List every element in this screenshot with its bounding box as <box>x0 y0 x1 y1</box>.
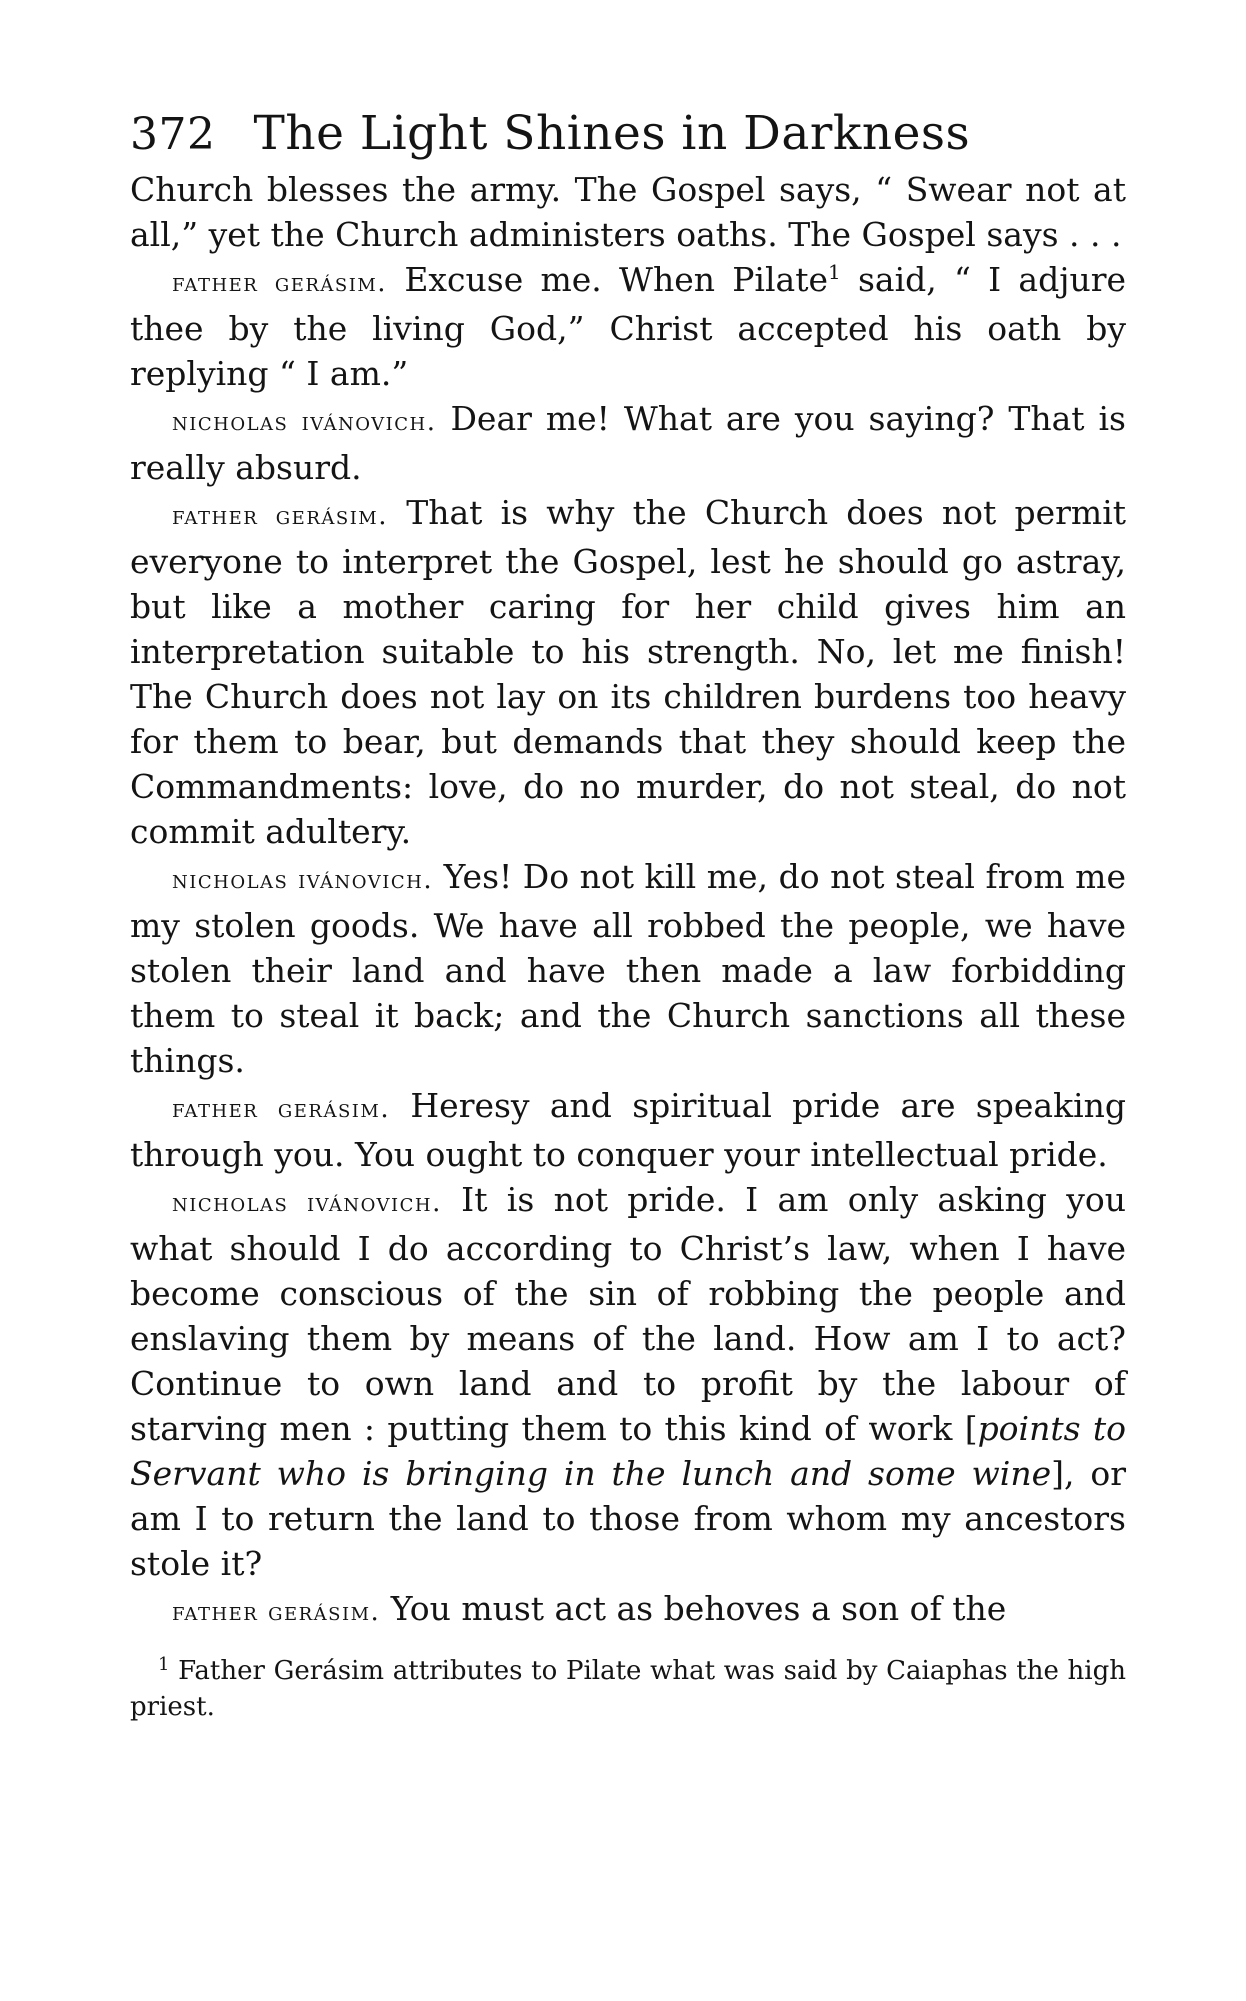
speech-text: Dear me! What are you saying? That is really absurd. <box>130 399 1126 487</box>
footnote <box>130 1653 1126 1725</box>
speech <box>130 1083 1126 1177</box>
footnote-number: 1 <box>158 1654 170 1675</box>
running-title: The Light Shines in Darkness <box>253 106 971 161</box>
speech-text: That is why the Church does not permit everyone to interpret the Gospel, lest he should go astray, but like a mother caring for her child gives him an interpretation suitable to his strength. No, let me finish! The Church does not lay on its children burdens too heavy for them to bear, but demands that they should keep the Commandments: love, do no murder, do not steal, do not commit adultery. <box>130 493 1127 851</box>
stage-direction: points to Servant who is bringing in the lunch and some wine <box>130 1409 1126 1493</box>
speaker-name: father gerásim. <box>172 501 389 531</box>
speech-text: You must act as behoves a son of the <box>380 1589 1007 1628</box>
speech-text: Yes! Do not kill me, do not steal from me my stolen goods. We have all robbed the people, we have stolen their land and have then made a law forbidding them to steal it back; and the Church sanctions all these things. <box>130 857 1126 1080</box>
speaker-name: father gerásim. <box>172 268 388 298</box>
bracket-open: [ <box>964 1409 978 1448</box>
speaker-name: father gerásim. <box>172 1597 381 1627</box>
speech <box>130 1177 1126 1586</box>
speech <box>130 396 1126 490</box>
speech <box>130 1586 1126 1635</box>
speaker-name: father gerásim. <box>172 1094 391 1124</box>
book-page <box>130 106 1127 1725</box>
bracket-close: ] <box>1051 1454 1064 1493</box>
speech-text: Church blesses the army. The Gospel says, “ Swear not at all,” yet the Church administers oaths. The Gospel says . . . <box>130 170 1126 254</box>
speech <box>130 257 1126 396</box>
speech-text: said, “ I adjure thee by the living God,” Christ accepted his oath by replying “ I am.” <box>130 260 1127 393</box>
speech <box>130 490 1126 854</box>
page-number: 372 <box>130 109 216 160</box>
running-header <box>130 106 1126 161</box>
speaker-name: nicholas ivánovich. <box>172 407 437 437</box>
continued-speech <box>130 167 1126 257</box>
speaker-name: nicholas ivánovich. <box>172 865 434 895</box>
speech-text: Excuse me. When Pilate <box>387 260 829 299</box>
footnote-text: Father Gerásim attributes to Pilate what was said by Caiaphas the high priest. <box>130 1656 1126 1722</box>
speech-text: Heresy and spiritual pride are speaking through you. You ought to conquer your intellectual pride. <box>130 1086 1126 1174</box>
speech <box>130 854 1126 1083</box>
speech-text: It is not pride. I am only asking you what should I do according to Christ’s law, when I have become conscious of the sin of robbing the people and enslaving them by means of the land. How am I to act? Continue to own land and to profit by the labour of starving men : putting them to this kind of work <box>130 1180 1126 1448</box>
play-text <box>130 167 1126 1635</box>
speech-text: , or am I to return the land to those from whom my ancestors stole it? <box>130 1454 1127 1583</box>
footnote-marker: 1 <box>828 260 841 284</box>
speaker-name: nicholas ivánovich. <box>172 1188 442 1218</box>
